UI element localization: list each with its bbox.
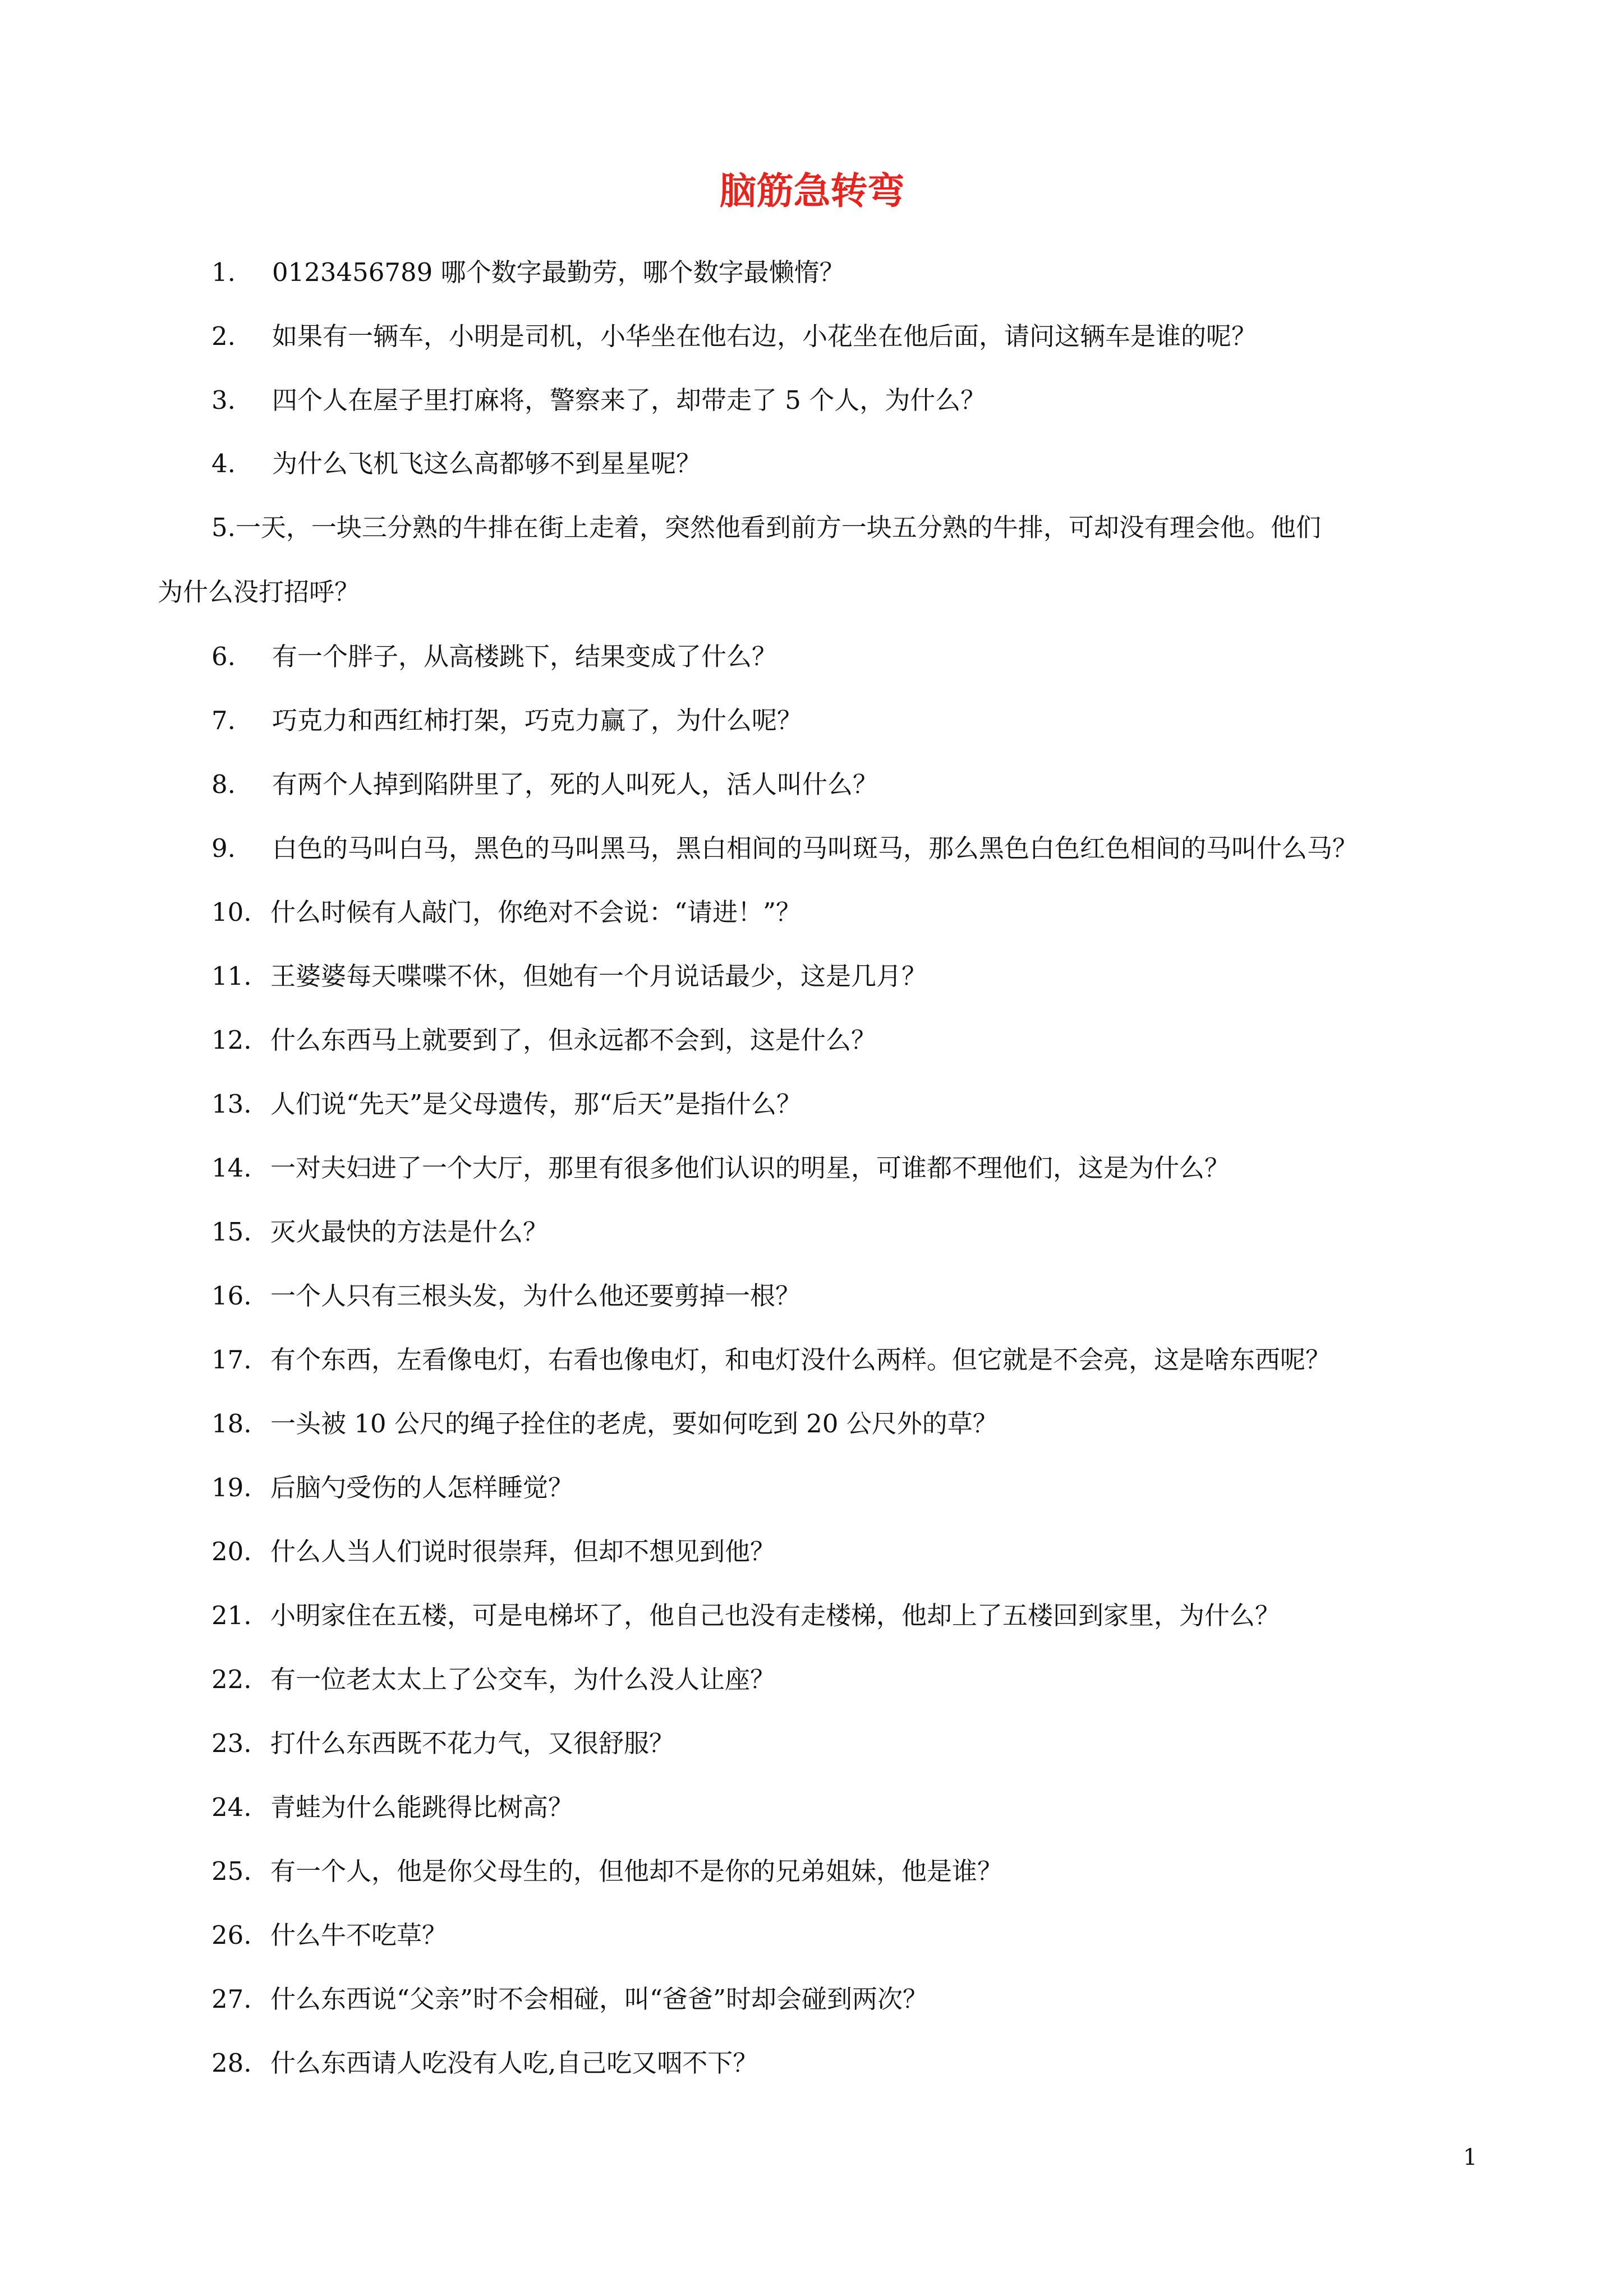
question-text: 有两个人掉到陷阱里了，死的人叫死人，活人叫什么？ [272, 769, 878, 799]
question-number: 9. [211, 833, 236, 863]
question-number: 23. [211, 1728, 252, 1758]
question-number: 18. [211, 1409, 252, 1439]
question-number: 4. [211, 449, 236, 478]
question-number: 2. [211, 321, 236, 351]
question-text: 有一个胖子，从高楼跳下，结果变成了什么？ [272, 642, 778, 671]
question-text: 有个东西，左看像电灯，右看也像电灯，和电灯没什么两样。但它就是不会亮，这是啥东西呢？ [270, 1345, 1331, 1375]
question-text: 什么时候有人敲门，你绝对不会说：“请进！”？ [270, 897, 802, 927]
question-number: 25. [211, 1856, 252, 1886]
question-text-continued: 为什么没打招呼？ [158, 577, 360, 607]
question-number: 26. [211, 1920, 252, 1950]
question-text: 后脑勺受伤的人怎样睡觉？ [270, 1473, 574, 1502]
question-text: 什么东西说“父亲”时不会相碰，叫“爸爸”时却会碰到两次？ [270, 1984, 928, 2014]
question-number: 22. [211, 1665, 252, 1694]
question-number: 13. [211, 1089, 252, 1119]
question-number: 8. [211, 769, 236, 799]
question-text: 巧克力和西红柿打架，巧克力赢了，为什么呢？ [272, 706, 803, 735]
question-text: 一头被 10 公尺的绳子拴住的老虎，要如何吃到 20 公尺外的草？ [270, 1409, 998, 1439]
question-text: 打什么东西既不花力气，又很舒服？ [270, 1728, 675, 1758]
question-number: 10. [211, 897, 252, 927]
question-text: 什么东西请人吃没有人吃,自己吃又咽不下？ [270, 2048, 758, 2078]
question-number: 21. [211, 1601, 252, 1630]
question-number: 28. [211, 2048, 252, 2078]
question-text: 什么东西马上就要到了，但永远都不会到，这是什么？ [270, 1025, 877, 1055]
question-text: 人们说“先天”是父母遗传，那“后天”是指什么？ [270, 1089, 802, 1119]
question-text: 白色的马叫白马，黑色的马叫黑马，黑白相间的马叫斑马，那么黑色白色红色相间的马叫什么马？ [272, 833, 1358, 863]
question-number: 3. [211, 385, 236, 415]
question-text: 0123456789 哪个数字最勤劳，哪个数字最懒惰？ [272, 257, 845, 287]
question-number: 14. [211, 1153, 252, 1183]
question-text: 青蛙为什么能跳得比树高？ [270, 1792, 574, 1822]
question-number: 7. [211, 706, 236, 735]
question-text: 有一个人，他是你父母生的，但他却不是你的兄弟姐妹，他是谁？ [270, 1856, 1003, 1886]
question-number: 11. [211, 961, 252, 991]
question-text: 灭火最快的方法是什么？ [270, 1217, 549, 1247]
question-text: 5.一天，一块三分熟的牛排在街上走着，突然他看到前方一块五分熟的牛排，可却没有理会他。他们 [211, 513, 1321, 542]
page-number: 1 [1463, 2145, 1478, 2170]
question-number: 6. [211, 642, 236, 671]
question-number: 16. [211, 1281, 252, 1311]
question-number: 1. [211, 257, 236, 287]
question-number: 19. [211, 1473, 252, 1502]
question-text: 小明家住在五楼，可是电梯坏了，他自己也没有走楼梯，他却上了五楼回到家里，为什么？ [270, 1601, 1281, 1630]
page-title: 脑筋急转弯 [719, 169, 905, 213]
question-number: 27. [211, 1984, 252, 2014]
question-text: 一对夫妇进了一个大厅，那里有很多他们认识的明星，可谁都不理他们，这是为什么？ [270, 1153, 1230, 1183]
question-text: 有一位老太太上了公交车，为什么没人让座？ [270, 1665, 776, 1694]
question-number: 24. [211, 1792, 252, 1822]
question-text: 为什么飞机飞这么高都够不到星星呢？ [272, 449, 702, 478]
question-text: 如果有一辆车，小明是司机，小华坐在他右边，小花坐在他后面，请问这辆车是谁的呢？ [272, 321, 1257, 351]
question-text: 什么牛不吃草？ [270, 1920, 448, 1950]
question-number: 20. [211, 1537, 252, 1566]
question-number: 15. [211, 1217, 252, 1247]
question-text: 王婆婆每天喋喋不休，但她有一个月说话最少，这是几月？ [270, 961, 927, 991]
question-text: 什么人当人们说时很崇拜，但却不想见到他？ [270, 1537, 776, 1566]
question-text: 四个人在屋子里打麻将，警察来了，却带走了 5 个人，为什么？ [272, 385, 986, 415]
question-number: 12. [211, 1025, 252, 1055]
question-text: 一个人只有三根头发，为什么他还要剪掉一根？ [270, 1281, 801, 1311]
question-number: 17. [211, 1345, 252, 1375]
